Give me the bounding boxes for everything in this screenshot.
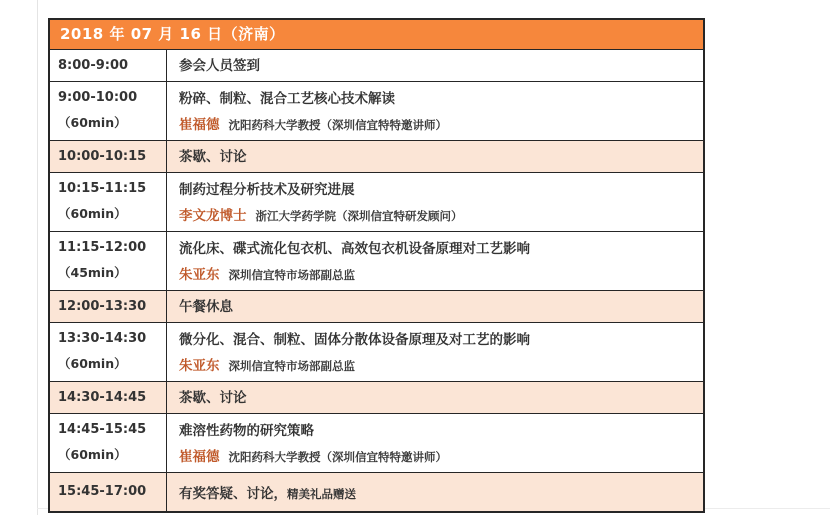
speaker-name: 崔福德 (179, 448, 220, 465)
schedule-row (50, 172, 703, 231)
session-cell (167, 232, 703, 290)
speaker-name: 李文龙博士 (179, 207, 247, 224)
session-duration: （60min） (58, 447, 127, 462)
schedule-row (50, 413, 703, 472)
session-title: 微分化、混合、制粒、固体分散体设备原理及对工艺的影响 (179, 331, 530, 348)
schedule-row-break (50, 381, 703, 413)
session-duration: （60min） (58, 356, 127, 371)
session-title: 难溶性药物的研究策略 (179, 422, 314, 439)
session-duration: （60min） (58, 206, 127, 221)
time-cell (50, 414, 167, 472)
session-title-text: 有奖答疑、讨论， (179, 486, 287, 502)
session-cell (167, 291, 703, 322)
time-cell (50, 232, 167, 290)
session-title: 茶歇、讨论 (179, 149, 247, 165)
time-range: 10:15-11:15 (58, 181, 147, 196)
time-range: 10:00-10:15 (58, 149, 147, 164)
time-range: 9:00-10:00 (58, 90, 138, 105)
schedule-row (50, 231, 703, 290)
session-cell (167, 414, 703, 472)
schedule-row (50, 322, 703, 381)
time-cell (50, 141, 167, 172)
agenda-date-header: 2018 年 07 月 16 日（济南） (50, 20, 703, 49)
time-cell (50, 82, 167, 140)
session-title: 午餐休息 (179, 299, 233, 315)
speaker-line (179, 356, 695, 375)
time-range: 14:45-15:45 (58, 422, 147, 437)
agenda-table (48, 18, 705, 513)
schedule-row-closing (50, 472, 703, 511)
time-range: 13:30-14:30 (58, 331, 147, 346)
schedule-row-lunch (50, 290, 703, 322)
time-range: 15:45-17:00 (58, 484, 147, 499)
speaker-affiliation: 沈阳药科大学教授（深圳信宜特特邀讲师） (228, 117, 447, 132)
session-duration: （60min） (58, 115, 127, 130)
speaker-line (179, 206, 695, 225)
speaker-line (179, 115, 695, 134)
session-note: 精美礼品赠送 (287, 487, 356, 501)
speaker-name: 朱亚东 (179, 266, 220, 283)
session-cell (167, 173, 703, 231)
time-cell (50, 173, 167, 231)
schedule-row (50, 81, 703, 140)
speaker-affiliation: 深圳信宜特市场部副总监 (228, 267, 355, 282)
time-cell (50, 323, 167, 381)
time-range: 11:15-12:00 (58, 240, 147, 255)
session-duration: （45min） (58, 265, 127, 280)
session-title: 流化床、碟式流化包衣机、高效包衣机设备原理对工艺影响 (179, 240, 530, 257)
speaker-affiliation: 沈阳药科大学教授（深圳信宜特特邀讲师） (228, 449, 447, 464)
speaker-affiliation: 深圳信宜特市场部副总监 (228, 358, 355, 373)
time-range: 14:30-14:45 (58, 390, 147, 405)
page-edge-left (37, 0, 38, 515)
session-cell (167, 141, 703, 172)
time-cell (50, 382, 167, 413)
schedule-row (50, 49, 703, 81)
session-cell (167, 382, 703, 413)
session-title: 茶歇、讨论 (179, 390, 247, 406)
session-title: 粉碎、制粒、混合工艺核心技术解读 (179, 90, 395, 107)
time-cell (50, 291, 167, 322)
session-title (179, 485, 695, 503)
time-range: 12:00-13:30 (58, 299, 147, 314)
time-range: 8:00-9:00 (58, 58, 129, 73)
session-title: 参会人员签到 (179, 58, 260, 74)
speaker-name: 崔福德 (179, 116, 220, 133)
schedule-row-break (50, 140, 703, 172)
speaker-line (179, 265, 695, 284)
time-cell (50, 473, 167, 511)
session-cell (167, 50, 703, 81)
session-title: 制药过程分析技术及研究进展 (179, 181, 355, 198)
speaker-affiliation: 浙江大学药学院（深圳信宜特研发顾问） (255, 208, 463, 223)
session-cell (167, 473, 703, 511)
session-cell (167, 323, 703, 381)
session-cell (167, 82, 703, 140)
time-cell (50, 50, 167, 81)
speaker-line (179, 447, 695, 466)
speaker-name: 朱亚东 (179, 357, 220, 374)
